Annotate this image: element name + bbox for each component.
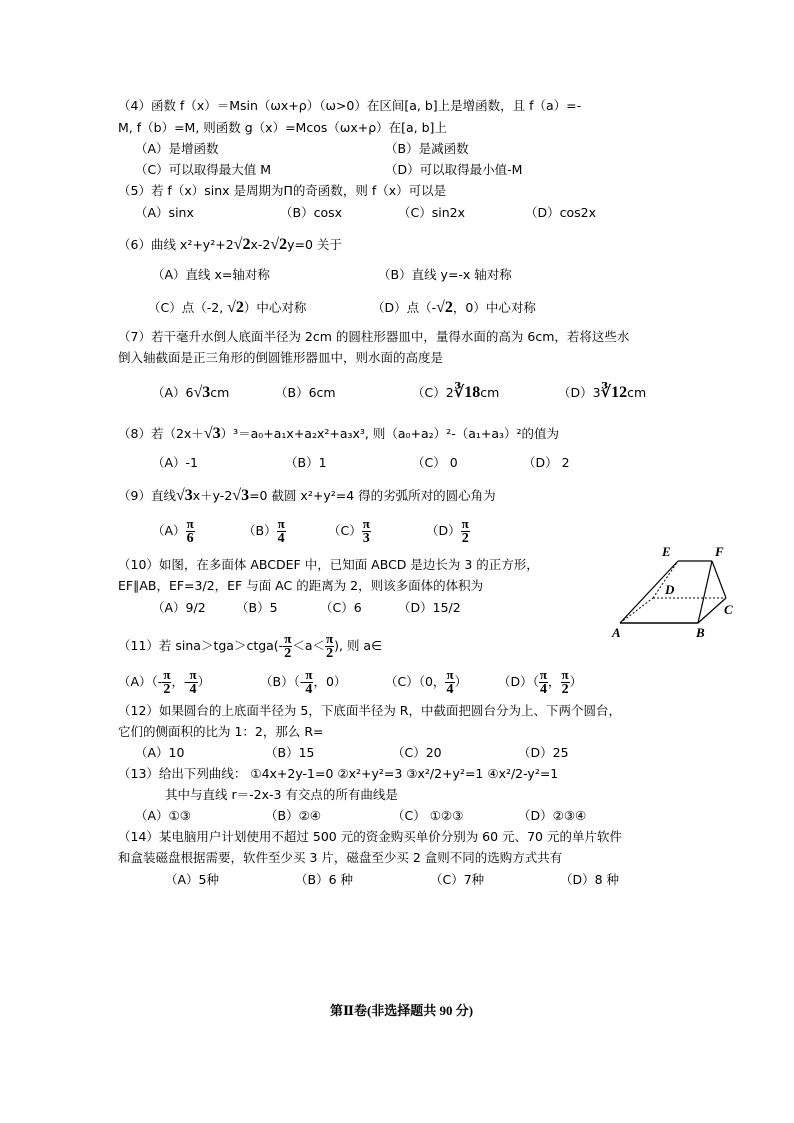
- q13-option-c: （C） ①②③: [392, 808, 464, 823]
- q9-prefix: （9）直线: [118, 488, 176, 503]
- denominator: 4: [305, 682, 313, 697]
- sqrt3-expression: √3: [193, 384, 211, 401]
- fraction: [186, 517, 195, 546]
- fraction: [445, 668, 454, 697]
- q10-option-a: （A）9/2: [152, 600, 206, 615]
- q11-option-b: [260, 668, 346, 697]
- q7-option-a-prefix: （A）6: [152, 385, 194, 400]
- denominator: 2: [284, 646, 292, 661]
- separator: ，: [548, 674, 561, 689]
- q11-suffix: ), 则 a∈: [334, 638, 382, 653]
- option-label: （A）: [152, 523, 186, 538]
- sqrt3-expression: √3: [203, 425, 221, 442]
- q12-option-c: （C）20: [392, 745, 442, 760]
- q14-option-a: （A）5种: [165, 872, 220, 887]
- q7-option-c: [412, 385, 499, 401]
- unit-cm: cm: [210, 385, 230, 400]
- option-label: （C）: [328, 523, 362, 538]
- polyhedron-figure: [600, 535, 750, 645]
- fraction: [561, 668, 570, 697]
- q13-option-d: （D）②③④: [518, 808, 587, 823]
- cbrt18-expression: ∛18: [453, 384, 481, 401]
- fraction: [539, 668, 548, 697]
- q7-option-d-prefix: （D）3: [558, 385, 601, 400]
- option-label: （A）（-: [118, 674, 163, 689]
- numerator: π: [163, 667, 171, 682]
- q13-option-a: （A）①③: [135, 808, 191, 823]
- q11-option-d: [498, 668, 582, 697]
- denominator: 2: [461, 531, 469, 546]
- numerator: π: [461, 516, 469, 531]
- q7-option-b: （B）6cm: [275, 385, 336, 400]
- q8-option-b: （B）1: [285, 455, 327, 470]
- q11-stem: [118, 632, 382, 661]
- sqrt3-expression: √3: [232, 487, 250, 504]
- numerator: π: [539, 667, 548, 682]
- q7-stem-line1: （7）若干毫升水倒人底面半径为 2cm 的圆柱形器皿中，量得水面的高为 6cm，若将这些水: [118, 329, 630, 344]
- denominator: 4: [189, 682, 197, 697]
- option-end: ）: [197, 674, 211, 689]
- q5-option-d: （D）cos2x: [525, 205, 597, 220]
- numerator: π: [305, 667, 313, 682]
- fraction: [461, 517, 470, 546]
- vertex-label-c: C: [724, 602, 733, 617]
- q9-option-d: [426, 517, 470, 546]
- numerator: π: [277, 516, 285, 531]
- q10-option-b: （B）5: [236, 600, 278, 615]
- q9-option-a: [152, 517, 195, 546]
- vertex-label-f: F: [715, 544, 724, 559]
- q8-option-c: （C） 0: [412, 455, 458, 470]
- q11-prefix: （11）若 sina＞tga＞ctga(-: [118, 638, 284, 653]
- denominator: 6: [186, 531, 194, 546]
- q12-stem-line2: 它们的侧面积的比为 1：2，那么 R=: [118, 724, 324, 739]
- option-label: （C）（0，: [385, 674, 446, 689]
- q14-option-d: （D）8 种: [560, 872, 620, 887]
- denominator: 2: [561, 682, 569, 697]
- q9-suffix: =0 截圆 x²+y²=4 得的劣弧所对的圆心角为: [249, 488, 496, 503]
- q6-option-c: [148, 300, 306, 316]
- fraction: [362, 517, 371, 546]
- option-end: ）: [569, 674, 583, 689]
- q6-option-b: （B）直线 y=-x 轴对称: [378, 267, 512, 282]
- denominator: 2: [163, 682, 171, 697]
- fraction: [325, 632, 334, 661]
- numerator: π: [362, 516, 370, 531]
- q11-mid: ＜a＜: [292, 638, 325, 653]
- numerator: π: [284, 631, 292, 646]
- q10-stem-line1: （10）如图，在多面体 ABCDEF 中，已知面 ABCD 是边长为 3 的正方形，: [118, 557, 539, 572]
- q6-option-d: [372, 300, 536, 316]
- q7-stem-line2: 倒入轴截面是正三角形的倒圆锥形器皿中，则水面的高度是: [118, 350, 444, 365]
- q12-option-a: （A）10: [135, 745, 185, 760]
- option-label: （D）（: [498, 674, 539, 689]
- vertex-label-b: B: [696, 625, 705, 640]
- q11-option-a: [118, 668, 210, 697]
- option-label: （B）: [243, 523, 277, 538]
- q12-stem-line1: （12）如果圆台的上底面半径为 5，下底面半径为 R，中截面把圆台分为上、下两个圆台，: [118, 703, 621, 718]
- fraction: [277, 517, 286, 546]
- polyhedron-diagram-icon: [600, 535, 750, 645]
- q4-stem-line1: （4）函数 f（x）＝Msin（ωx+ρ）（ω>0）在区间[a, b]上是增函数，且 f（a）=-: [118, 98, 582, 113]
- option-end: ）: [454, 674, 468, 689]
- q13-stem-line2: 其中与直线 r＝-2x-3 有交点的所有曲线是: [165, 787, 398, 802]
- q7-option-a: [152, 385, 229, 401]
- denominator: 4: [277, 531, 285, 546]
- denominator: 2: [326, 646, 334, 661]
- q5-option-b: （B）cosx: [280, 205, 343, 220]
- sqrt2-expression: √2: [436, 299, 453, 316]
- cbrt12-expression: ∛12: [600, 384, 628, 401]
- fraction: [188, 668, 197, 697]
- q14-stem-line1: （14）某电脑用户计划使用不超过 500 元的资金购买单价分别为 60 元、70 元的单片软件: [118, 829, 622, 844]
- q8-option-a: （A）-1: [152, 455, 199, 470]
- q6-suffix: y=0 关于: [287, 237, 342, 252]
- q4-option-b: （B）是减函数: [385, 141, 469, 156]
- numerator: π: [189, 667, 197, 682]
- q6-prefix: （6）曲线 x²+y²+2: [118, 237, 234, 252]
- q4-option-d: （D）可以取得最小值-M: [385, 162, 523, 177]
- q7-option-d: [558, 385, 646, 401]
- q10-stem-line2: EF∥AB，EF=3/2，EF 与面 AC 的距离为 2，则该多面体的体积为: [118, 578, 484, 593]
- unit-cm: cm: [627, 385, 647, 400]
- q12-option-b: （B）15: [265, 745, 315, 760]
- denominator: 3: [362, 531, 370, 546]
- q13-stem-line1: （13）给出下列曲线： ①4x+2y-1=0 ②x²+y²=3 ③x²/2+y²=1 ④x²/2-y²=1: [118, 766, 559, 781]
- q10-option-c: （C）6: [320, 600, 362, 615]
- q9-mid: x＋y-2: [192, 488, 233, 503]
- q9-option-c: [328, 517, 371, 546]
- numerator: π: [561, 667, 569, 682]
- vertex-label-a: A: [612, 625, 621, 640]
- denominator: 4: [446, 682, 454, 697]
- q6-option-c-suffix: ）中心对称: [243, 300, 307, 315]
- q8-prefix: （8）若（2x＋: [118, 426, 204, 441]
- q14-stem-line2: 和盒装磁盘根据需要，软件至少买 3 片，磁盘至少买 2 盒则不同的选购方式共有: [118, 850, 563, 865]
- sqrt2-expression: √2: [233, 236, 251, 253]
- numerator: π: [186, 516, 194, 531]
- q4-option-c: （C）可以取得最大值 M: [135, 162, 271, 177]
- fraction: [283, 632, 292, 661]
- q5-option-a: （A）sinx: [135, 205, 194, 220]
- q8-option-d: （D） 2: [523, 455, 570, 470]
- q8-stem: [118, 426, 559, 442]
- q13-option-b: （B）②④: [265, 808, 321, 823]
- q9-option-b: [243, 517, 286, 546]
- q14-option-c: （C）7种: [430, 872, 485, 887]
- sqrt3-expression: √3: [175, 487, 193, 504]
- q6-mid: x-2: [250, 237, 271, 252]
- q6-option-d-suffix: ，0）中心对称: [452, 300, 536, 315]
- unit-cm: cm: [480, 385, 500, 400]
- q6-option-c-prefix: （C）点（-2,: [148, 300, 228, 315]
- q6-option-a: （A）直线 x=轴对称: [152, 267, 270, 282]
- section-heading: 第Ⅱ卷(非选择题共 90 分): [330, 1003, 474, 1018]
- option-label: （D）: [426, 523, 461, 538]
- denominator: 4: [539, 682, 547, 697]
- option-end: ，0）: [313, 674, 347, 689]
- q6-stem: [118, 237, 342, 253]
- numerator: π: [326, 631, 334, 646]
- sqrt2-expression: √2: [270, 236, 288, 253]
- q4-stem-line2: M, f（b）=M, 则函数 g（x）=Mcos（ωx+ρ）在[a, b]上: [118, 120, 447, 135]
- q9-stem: [118, 488, 496, 504]
- q12-option-d: （D）25: [518, 745, 569, 760]
- q10-option-d: （D）15/2: [398, 600, 461, 615]
- sqrt2-expression: √2: [227, 299, 244, 316]
- option-label: （B）（-: [260, 674, 305, 689]
- vertex-label-e: E: [662, 544, 671, 559]
- q7-option-c-prefix: （C）2: [412, 385, 454, 400]
- q11-option-c: [385, 668, 467, 697]
- vertex-label-d: D: [665, 582, 675, 597]
- numerator: π: [446, 667, 454, 682]
- q5-option-c: （C）sin2x: [398, 205, 465, 220]
- q4-option-a: （A）是增函数: [135, 141, 219, 156]
- q14-option-b: （B）6 种: [295, 872, 354, 887]
- q6-option-d-prefix: （D）点（-: [372, 300, 437, 315]
- separator: ，-: [171, 674, 189, 689]
- q5-stem: （5）若 f（x）sinx 是周期为Π的奇函数，则 f（x）可以是: [118, 183, 447, 198]
- q8-suffix: ）³＝a₀+a₁x+a₂x²+a₃x³, 则（a₀+a₂）²-（a₁+a₃）²的值为: [220, 426, 560, 441]
